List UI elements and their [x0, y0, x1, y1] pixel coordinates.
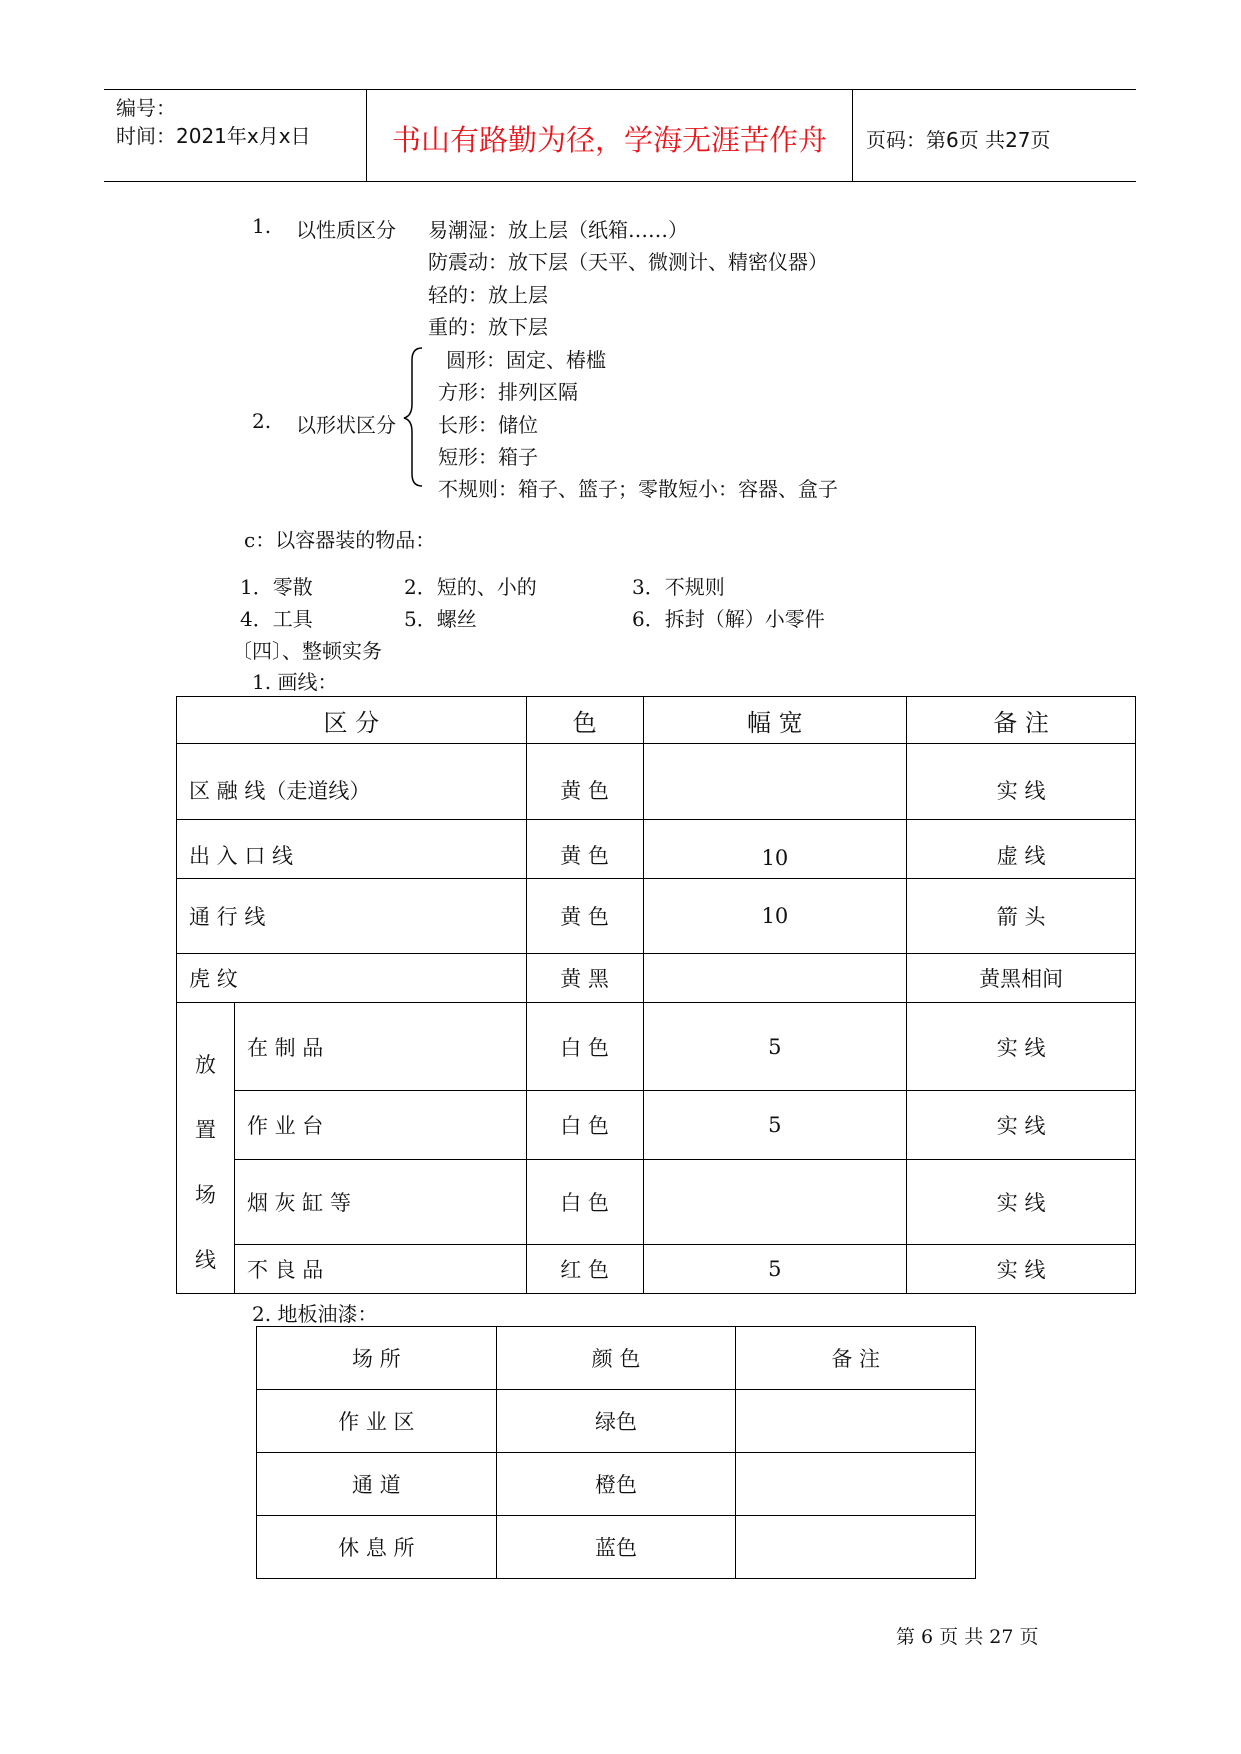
row-note: 实 线	[907, 1159, 1136, 1244]
section-c-title: c：以容器装的物品：	[244, 528, 436, 552]
row-color: 黄 色	[526, 744, 643, 820]
line-drawing-table	[176, 696, 1136, 1294]
table-row	[257, 1390, 976, 1453]
row-color: 黄 色	[526, 879, 643, 954]
header-place: 场 所	[257, 1327, 497, 1390]
table-row	[177, 1159, 1136, 1244]
header-width: 幅 宽	[643, 697, 907, 744]
item1-label: 以性质区分	[296, 218, 396, 242]
row-color: 黄 色	[526, 820, 643, 879]
table-row	[177, 1244, 1136, 1293]
container-item: 4．工具	[240, 607, 313, 631]
table-row	[177, 744, 1136, 820]
item1-line: 易潮湿：放上层（纸箱……）	[428, 218, 688, 242]
item2-line: 圆形：固定、椿槛	[446, 348, 606, 372]
row-width: 10	[643, 820, 907, 879]
table-row	[177, 1003, 1136, 1091]
header-category: 区 分	[177, 697, 527, 744]
line-drawing-title: 1. 画线：	[252, 670, 338, 694]
row-note: 黄黑相间	[907, 954, 1136, 1003]
row-color: 白 色	[526, 1159, 643, 1244]
header-divider-right	[852, 89, 853, 181]
item2-line: 长形：储位	[438, 413, 538, 437]
header-motto: 书山有路勤为径，学海无涯苦作舟	[392, 123, 828, 157]
row-width: 5	[643, 1091, 907, 1159]
header-divider-left	[366, 89, 367, 181]
header-color: 颜 色	[496, 1327, 736, 1390]
header-number-label: 编号：	[116, 96, 176, 120]
row-note: 实 线	[907, 1244, 1136, 1293]
header-color: 色	[526, 697, 643, 744]
container-item: 3．不规则	[632, 575, 725, 599]
floor-paint-table	[256, 1326, 976, 1579]
row-color: 红 色	[526, 1244, 643, 1293]
item1-line: 重的：放下层	[428, 315, 548, 339]
group-label-char: 置	[194, 1118, 216, 1142]
row-name: 烟 灰 缸 等	[234, 1159, 526, 1244]
row-name: 区 融 线（走道线）	[177, 744, 527, 820]
table-row	[177, 1091, 1136, 1159]
container-item: 1．零散	[240, 575, 313, 599]
group-label-char: 场	[194, 1183, 216, 1207]
row-name: 通 行 线	[177, 879, 527, 954]
row-color: 白 色	[526, 1003, 643, 1091]
row-place: 休 息 所	[257, 1516, 497, 1579]
row-color: 蓝色	[496, 1516, 736, 1579]
header-top-rule	[104, 89, 1136, 90]
item1-line: 轻的：放上层	[428, 283, 548, 307]
header-time-label: 时间：2021年x月x日	[116, 124, 311, 148]
item2-line: 方形：排列区隔	[438, 380, 578, 404]
table-header-row	[177, 697, 1136, 744]
row-note: 虚 线	[907, 820, 1136, 879]
item1-number: 1.	[252, 214, 272, 238]
group-label-char: 线	[194, 1248, 216, 1272]
row-note	[736, 1516, 976, 1579]
section-4-title: 〔四〕、整顿实务	[232, 639, 382, 663]
table-row	[257, 1516, 976, 1579]
row-note: 实 线	[907, 1003, 1136, 1091]
table-row	[257, 1453, 976, 1516]
row-place: 作 业 区	[257, 1390, 497, 1453]
row-note	[736, 1453, 976, 1516]
header-page-label: 页码：第6页 共27页	[866, 128, 1051, 152]
row-note	[736, 1390, 976, 1453]
container-item: 6．拆封（解）小零件	[632, 607, 825, 631]
item2-line: 短形：箱子	[438, 445, 538, 469]
header-bottom-rule	[104, 181, 1136, 182]
table-row	[177, 820, 1136, 879]
row-name: 虎 纹	[177, 954, 527, 1003]
row-name: 出 入 口 线	[177, 820, 527, 879]
row-note: 箭 头	[907, 879, 1136, 954]
container-item: 2．短的、小的	[404, 575, 537, 599]
item1-line: 防震动：放下层（天平、微测计、精密仪器）	[428, 250, 828, 274]
row-width: 5	[643, 1003, 907, 1091]
item2-label: 以形状区分	[296, 413, 396, 437]
table-header-row	[257, 1327, 976, 1390]
row-color: 橙色	[496, 1453, 736, 1516]
row-width	[643, 954, 907, 1003]
footer-page-number: 第 6 页 共 27 页	[896, 1626, 1039, 1648]
row-place: 通 道	[257, 1453, 497, 1516]
row-name: 不 良 品	[234, 1244, 526, 1293]
row-width	[643, 1159, 907, 1244]
group-label-cell	[177, 1003, 235, 1294]
table-row	[177, 954, 1136, 1003]
row-color: 黄 黑	[526, 954, 643, 1003]
row-color: 白 色	[526, 1091, 643, 1159]
header-note: 备 注	[736, 1327, 976, 1390]
curly-brace-icon	[402, 346, 426, 488]
group-label-char: 放	[194, 1053, 216, 1077]
row-note: 实 线	[907, 744, 1136, 820]
item2-number: 2.	[252, 409, 272, 433]
item2-line: 不规则：箱子、篮子；零散短小：容器、盒子	[438, 477, 838, 501]
header-note: 备 注	[907, 697, 1136, 744]
row-name: 在 制 品	[234, 1003, 526, 1091]
row-width	[643, 744, 907, 820]
row-width: 5	[643, 1244, 907, 1293]
floor-paint-title: 2. 地板油漆：	[252, 1302, 378, 1326]
container-item: 5．螺丝	[404, 607, 477, 631]
row-name: 作 业 台	[234, 1091, 526, 1159]
table-row	[177, 879, 1136, 954]
row-note: 实 线	[907, 1091, 1136, 1159]
row-color: 绿色	[496, 1390, 736, 1453]
row-width: 10	[643, 879, 907, 954]
